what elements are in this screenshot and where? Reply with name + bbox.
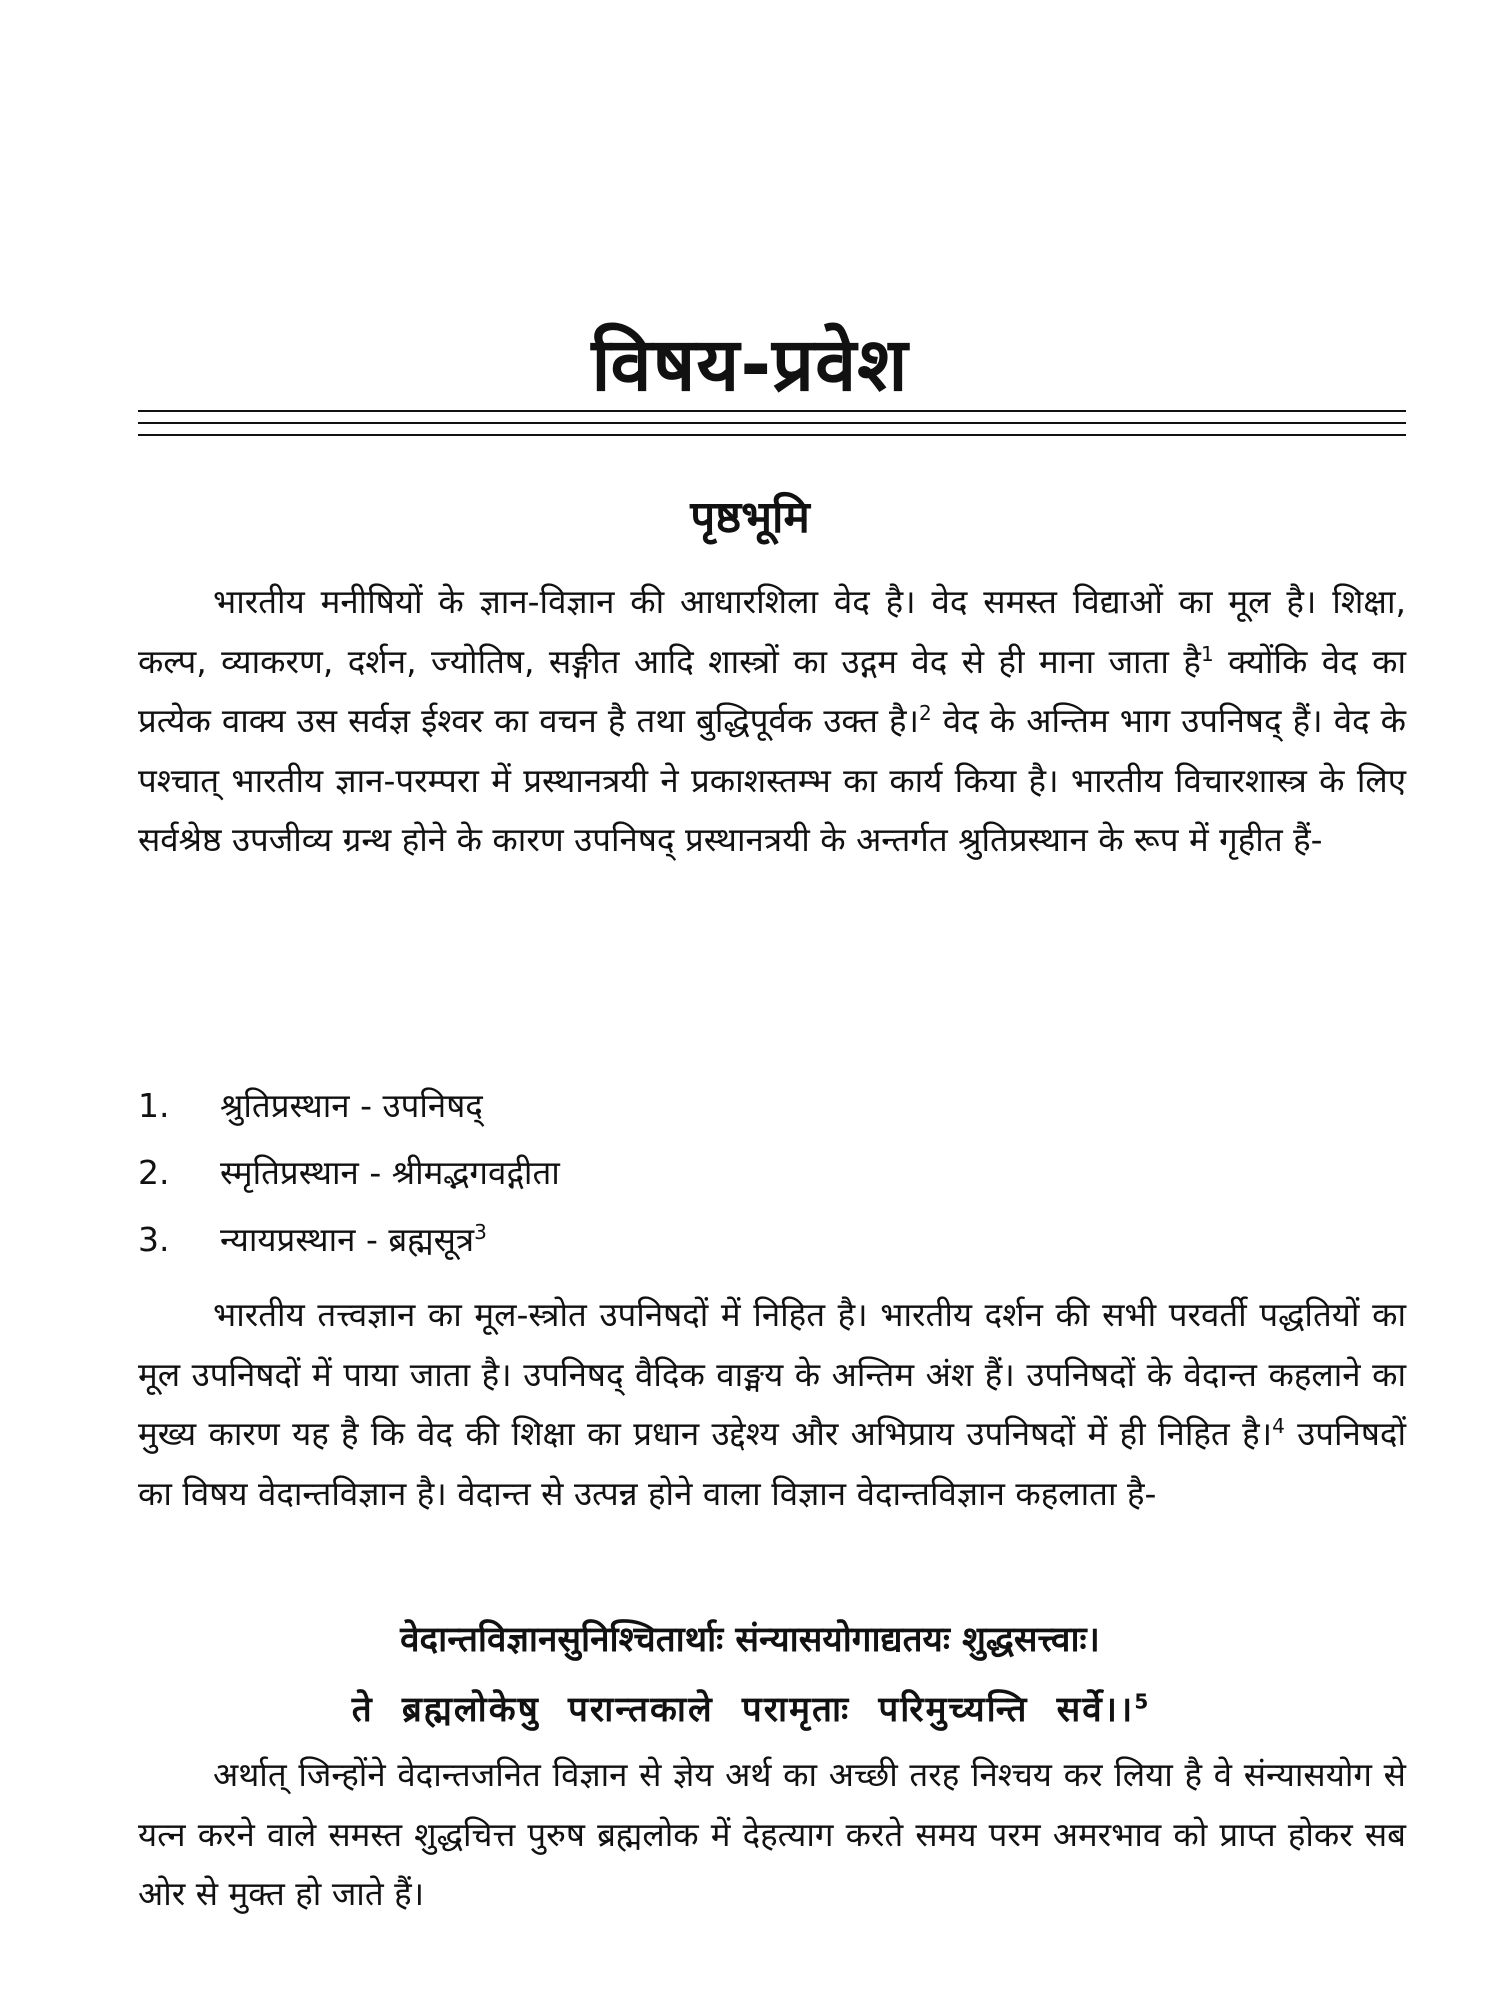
- verse-line-2-text: ते ब्रह्मलोकेषु परान्तकाले परामृताः परिमुच्यन्ति सर्वे।।: [351, 1690, 1135, 1730]
- footnote-marker-2: 2: [919, 701, 932, 725]
- verse-line-1: वेदान्तविज्ञानसुनिश्चितार्थाः संन्यासयोगाद्यतयः शुद्धसत्त्वाः।: [400, 1620, 1100, 1660]
- page-title: विषय-प्रवेश: [591, 322, 909, 408]
- verse-line-2: [0, 1680, 1500, 1740]
- list-item: [138, 1072, 1038, 1139]
- footnote-marker-4: 4: [1272, 1414, 1285, 1438]
- paragraph-upanishad-text-2: उपनिषदों का विषय वेदान्तविज्ञान है। वेदान्त से उत्पन्न होने वाला विज्ञान वेदान्तविज्ञान कहलाता है-: [138, 1414, 1407, 1513]
- list-item: [138, 1206, 1038, 1273]
- paragraph-intro: [138, 572, 1406, 870]
- section-heading: पृष्ठभूमि: [690, 492, 810, 543]
- paragraph-upanishad-text-1: भारतीय तत्त्वज्ञान का मूल-स्त्रोत उपनिषदों में निहित है। भारतीय दर्शन की सभी परवर्ती पद्धतियों का मूल उपनिषदों में पाया जाता है। उपनिषद् वैदिक वाङ्मय के अन्तिम अंश हैं। उपनिषदों के वेदान्त कहलाने का मुख्य कारण यह है कि वेद की शिक्षा का प्रधान उद्देश्य और अभिप्राय उपनिषदों में ही निहित है।: [138, 1295, 1406, 1453]
- list-item-number: 2.: [138, 1153, 170, 1192]
- footnote-marker-1: 1: [1200, 641, 1214, 666]
- prasthana-list: [138, 1072, 1038, 1273]
- list-item: [138, 1139, 1038, 1206]
- list-item-number: 1.: [138, 1086, 170, 1125]
- list-item-number: 3.: [138, 1220, 170, 1259]
- title-rule-middle: [138, 422, 1406, 424]
- list-item-text: स्मृतिप्रस्थान - श्रीमद्भगवद्गीता: [220, 1153, 560, 1192]
- paragraph-intro-text-3: वेद के अन्तिम भाग उपनिषद् हैं। वेद के पश्चात् भारतीय ज्ञान-परम्परा में प्रस्थानत्रयी ने प्रकाशस्तम्भ का कार्य किया है। भारतीय विचारशास्त्र के लिए सर्वश्रेष्ठ उपजीव्य ग्रन्थ होने के कारण उपनिषद् प्रस्थानत्रयी के अन्तर्गत श्रुतिप्रस्थान के रूप में गृहीत हैं-: [138, 701, 1406, 859]
- footnote-marker-3: 3: [474, 1220, 487, 1244]
- footnote-marker-5: 5: [1134, 1689, 1149, 1714]
- paragraph-intro-text-2: क्योंकि वेद का प्रत्येक वाक्य उस सर्वज्ञ ईश्वर का वचन है तथा बुद्धिपूर्वक उक्त है।: [138, 641, 1407, 740]
- list-item-text: श्रुतिप्रस्थान - उपनिषद्: [220, 1086, 483, 1125]
- paragraph-intro-text-1: भारतीय मनीषियों के ज्ञान-विज्ञान की आधारशिला वेद है। वेद समस्त विद्याओं का मूल है। शिक्षा, कल्प, व्याकरण, दर्शन, ज्योतिष, सङ्गीत आदि शास्त्रों का उद्गम वेद से ही माना जाता है: [138, 582, 1406, 681]
- title-rule-top: [138, 410, 1406, 412]
- title-rule-bottom: [138, 434, 1406, 436]
- paragraph-upanishad: [138, 1285, 1406, 1523]
- list-item-text: न्यायप्रस्थान - ब्रह्मसूत्र: [220, 1220, 475, 1259]
- paragraph-meaning: अर्थात् जिन्होंने वेदान्तजनित विज्ञान से ज्ञेय अर्थ का अच्छी तरह निश्चय कर लिया है वे संन्यासयोग से यत्न करने वाले समस्त शुद्धचित्त पुरुष ब्रह्मलोक में देहत्याग करते समय परम अमरभाव को प्राप्त होकर सब ओर से मुक्त हो जाते हैं।: [138, 1755, 1406, 1913]
